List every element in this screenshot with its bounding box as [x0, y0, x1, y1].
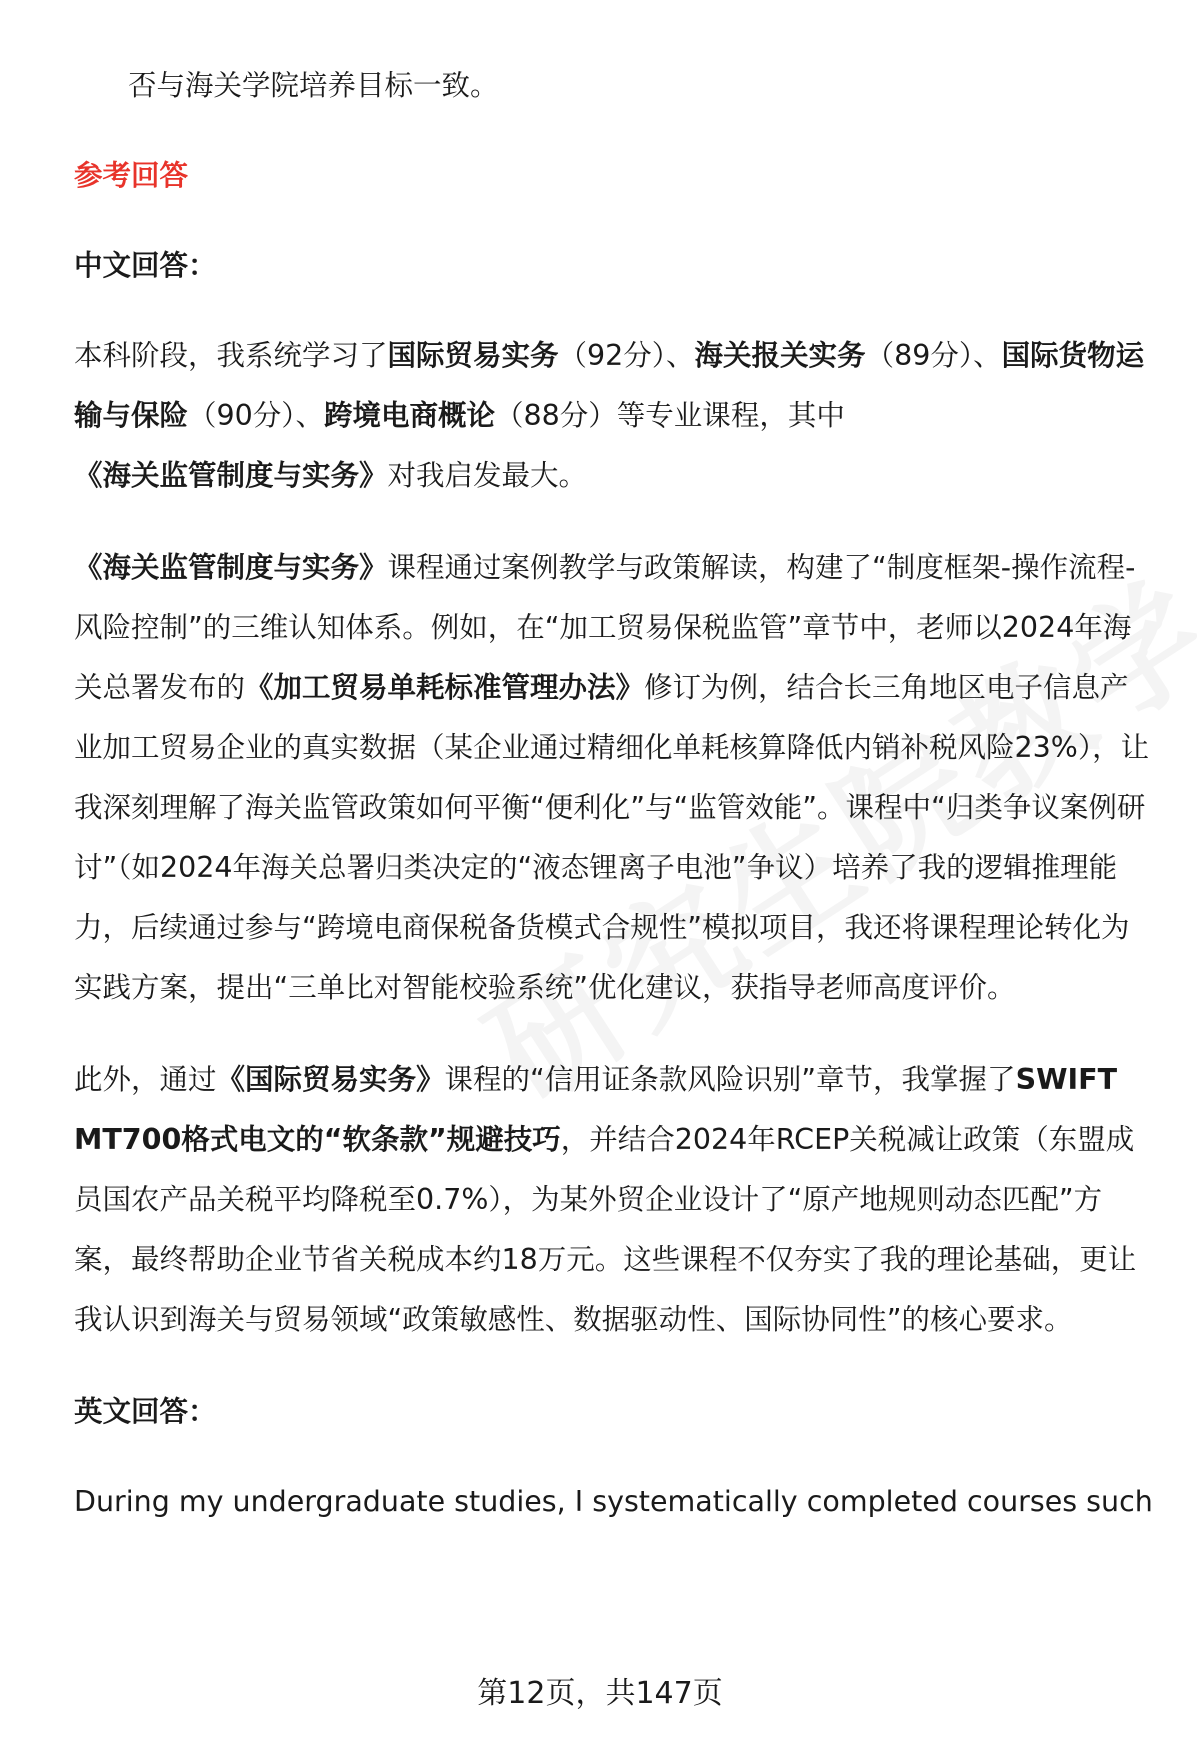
p1-text-2: （92分）、	[558, 339, 695, 372]
english-paragraph-start: During my undergraduate studies, I systematically completed courses such	[74, 1485, 1153, 1518]
p1-bold-5: 《海关监管制度与实务》	[74, 459, 388, 492]
p2-text-2: 修订为例，结合长三角地区电子信息产业加工贸易企业的真实数据（某企业通过精细化单耗核算降低内销补税风险23%），让我深刻理解了海关监管政策如何平衡“便利化”与“监管效能”。课程中“归类争议案例研讨”（如2024年海关总署归类决定的“液态锂离子电池”争议）培养了我的逻辑推理能力，后续通过参与“跨境电商保税备货模式合规性”模拟项目，我还将课程理论转化为实践方案，提出“三单比对智能校验系统”优化建议，获指导老师高度评价。	[74, 671, 1150, 1004]
paragraph-courses	[74, 326, 1156, 506]
p1-bold-4: 跨境电商概论	[324, 399, 496, 432]
p1-bold-2: 海关报关实务	[694, 339, 866, 372]
p2-bold-1: 《海关监管制度与实务》	[74, 551, 388, 584]
p3-text-2: 课程的“信用证条款风险识别”章节，我掌握了	[444, 1063, 1016, 1096]
p1-text-4: （90分）、	[188, 399, 325, 432]
p3-text-1: 此外，通过	[74, 1063, 217, 1096]
p1-bold-1: 国际贸易实务	[387, 339, 559, 372]
p1-text-6: 对我启发最大。	[387, 459, 588, 492]
chinese-heading: 中文回答：	[74, 249, 217, 282]
p1-text-1: 本科阶段，我系统学习了	[74, 339, 388, 372]
paragraph-customs-course	[74, 538, 1156, 1018]
p1-text-3: （89分）、	[865, 339, 1002, 372]
paragraph-trade-course	[74, 1050, 1156, 1350]
p3-bold-1: 《国际贸易实务》	[216, 1063, 445, 1096]
content	[74, 56, 1156, 1532]
p2-bold-2: 《加工贸易单耗标准管理办法》	[245, 671, 645, 704]
english-heading: 英文回答：	[74, 1395, 217, 1428]
p1-text-5: （88分）等专业课程，其中	[495, 399, 845, 432]
reference-heading: 参考回答	[74, 159, 189, 192]
p2-text-1: 课程通过案例教学与政策解读，构建了“制度框架-操作流程-风险控制”的三维认知体系。例如，在“加工贸易保税监管”章节中，老师以2024年海关总署发布的	[74, 551, 1136, 704]
page-footer: 第12页，共147页	[477, 1676, 723, 1711]
continuation-line: 否与海关学院培养目标一致。	[128, 69, 499, 102]
p3-text-3: ，并结合2024年RCEP关税减让政策（东盟成员国农产品关税平均降税至0.7%），为某外贸企业设计了“原产地规则动态匹配”方案，最终帮助企业节省关税成本约18万元。这些课程不仅夯实了我的理论基础，更让我认识到海关与贸易领域“政策敏感性、数据驱动性、国际协同性”的核心要求。	[74, 1123, 1137, 1336]
p1-bold-3: 国际货物运输与保险	[74, 339, 1145, 432]
p3-bold-2: SWIFT MT700格式电文的“软条款”规避技巧	[74, 1063, 1118, 1156]
